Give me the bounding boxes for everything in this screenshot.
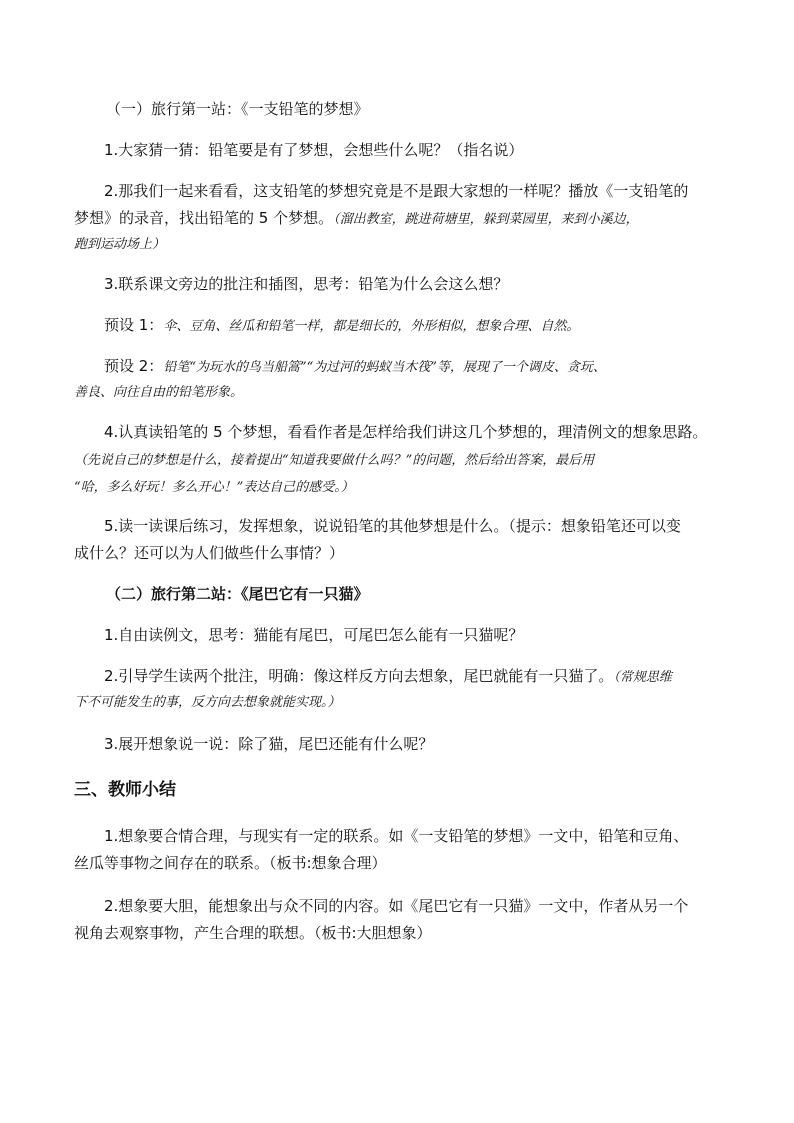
section-one-item-5-line-2: 成什么？还可以为人们做些什么事情？） [74, 544, 345, 562]
summary-item-1-line-2: 丝瓜等事物之间存在的联系。（板书:想象合理） [74, 854, 387, 872]
section-one-item-2-line-2 [74, 208, 639, 230]
section-two-item-2-line-1 [104, 666, 672, 688]
preset-1-text: 伞、豆角、丝瓜和铅笔一样，都是细长的，外形相似，想象合理、自然。 [163, 319, 580, 334]
section-three-heading: 三、教师小结 [74, 780, 176, 800]
section-one-item-2-line-3: 跑到运动场上） [74, 237, 166, 252]
section-one-item-4-line-2: （先说自己的梦想是什么，接着提出“知道我要做什么吗？”的问题，然后给出答案，最后用 [74, 453, 595, 468]
section-one-item-1: 1.大家猜一猜：铅笔要是有了梦想，会想些什么呢？（指名说） [104, 141, 524, 159]
section-one-item-2-text: 梦想》的录音，找出铅笔的 5 个梦想。 [74, 209, 334, 227]
preset-2-line-1 [104, 356, 606, 378]
section-two-item-2-note: （常规思维 [613, 670, 672, 685]
preset-2-label: 预设 2： [104, 357, 164, 375]
section-two-item-3: 3.展开想象说一说：除了猫，尾巴还能有什么呢？ [104, 735, 434, 753]
section-one-title: （一）旅行第一站：《一支铅笔的梦想》 [106, 100, 369, 118]
section-two-item-1: 1.自由读例文，思考：猫能有尾巴，可尾巴怎么能有一只猫呢？ [104, 626, 524, 644]
section-two-title: （二）旅行第二站：《尾巴它有一只猫》 [106, 585, 369, 603]
preset-1-label: 预设 1： [104, 316, 164, 334]
section-one-item-4-line-1: 4.认真读铅笔的 5 个梦想，看看作者是怎样给我们讲这几个梦想的，理清例文的想象思路。 [104, 423, 708, 441]
preset-1 [104, 315, 579, 337]
section-one-item-2-line-1: 2.那我们一起来看看，这支铅笔的梦想究竟是不是跟大家想的一样呢？播放《一支铅笔的 [104, 182, 689, 200]
section-one-item-4-line-3: “哈，多么好玩！多么开心！”表达自己的感受。） [74, 480, 354, 495]
section-one-item-5-line-1: 5.读一读课后练习，发挥想象，说说铅笔的其他梦想是什么。（提示：想象铅笔还可以变 [104, 517, 681, 535]
section-two-item-2-line-2: 下不可能发生的事，反方向去想象就能实现。） [74, 695, 341, 710]
section-two-item-2-text: 2.引导学生读两个批注，明确：像这样反方向去想象，尾巴就能有一只猫了。 [104, 667, 614, 685]
preset-2-text: 铅笔“为玩水的鸟当船篙”“为过河的蚂蚁当木筏”等，展现了一个调皮、贪玩、 [163, 360, 606, 375]
summary-item-2-line-2: 视角去观察事物，产生合理的联想。（板书:大胆想象） [74, 924, 432, 942]
section-one-item-3: 3.联系课文旁边的批注和插图，思考：铅笔为什么会这么想？ [104, 275, 509, 293]
summary-item-2-line-1: 2.想象要大胆，能想象出与众不同的内容。如《尾巴它有一只猫》一文中，作者从另一个 [104, 897, 689, 915]
section-one-item-2-note: （溜出教室，跳进荷塘里，躲到菜园里，来到小溪边， [333, 212, 639, 227]
preset-2-line-2: 善良、向往自由的铅笔形象。 [74, 385, 244, 400]
summary-item-1-line-1: 1.想象要合情合理，与现实有一定的联系。如《一支铅笔的梦想》一文中，铅笔和豆角、 [104, 827, 689, 845]
